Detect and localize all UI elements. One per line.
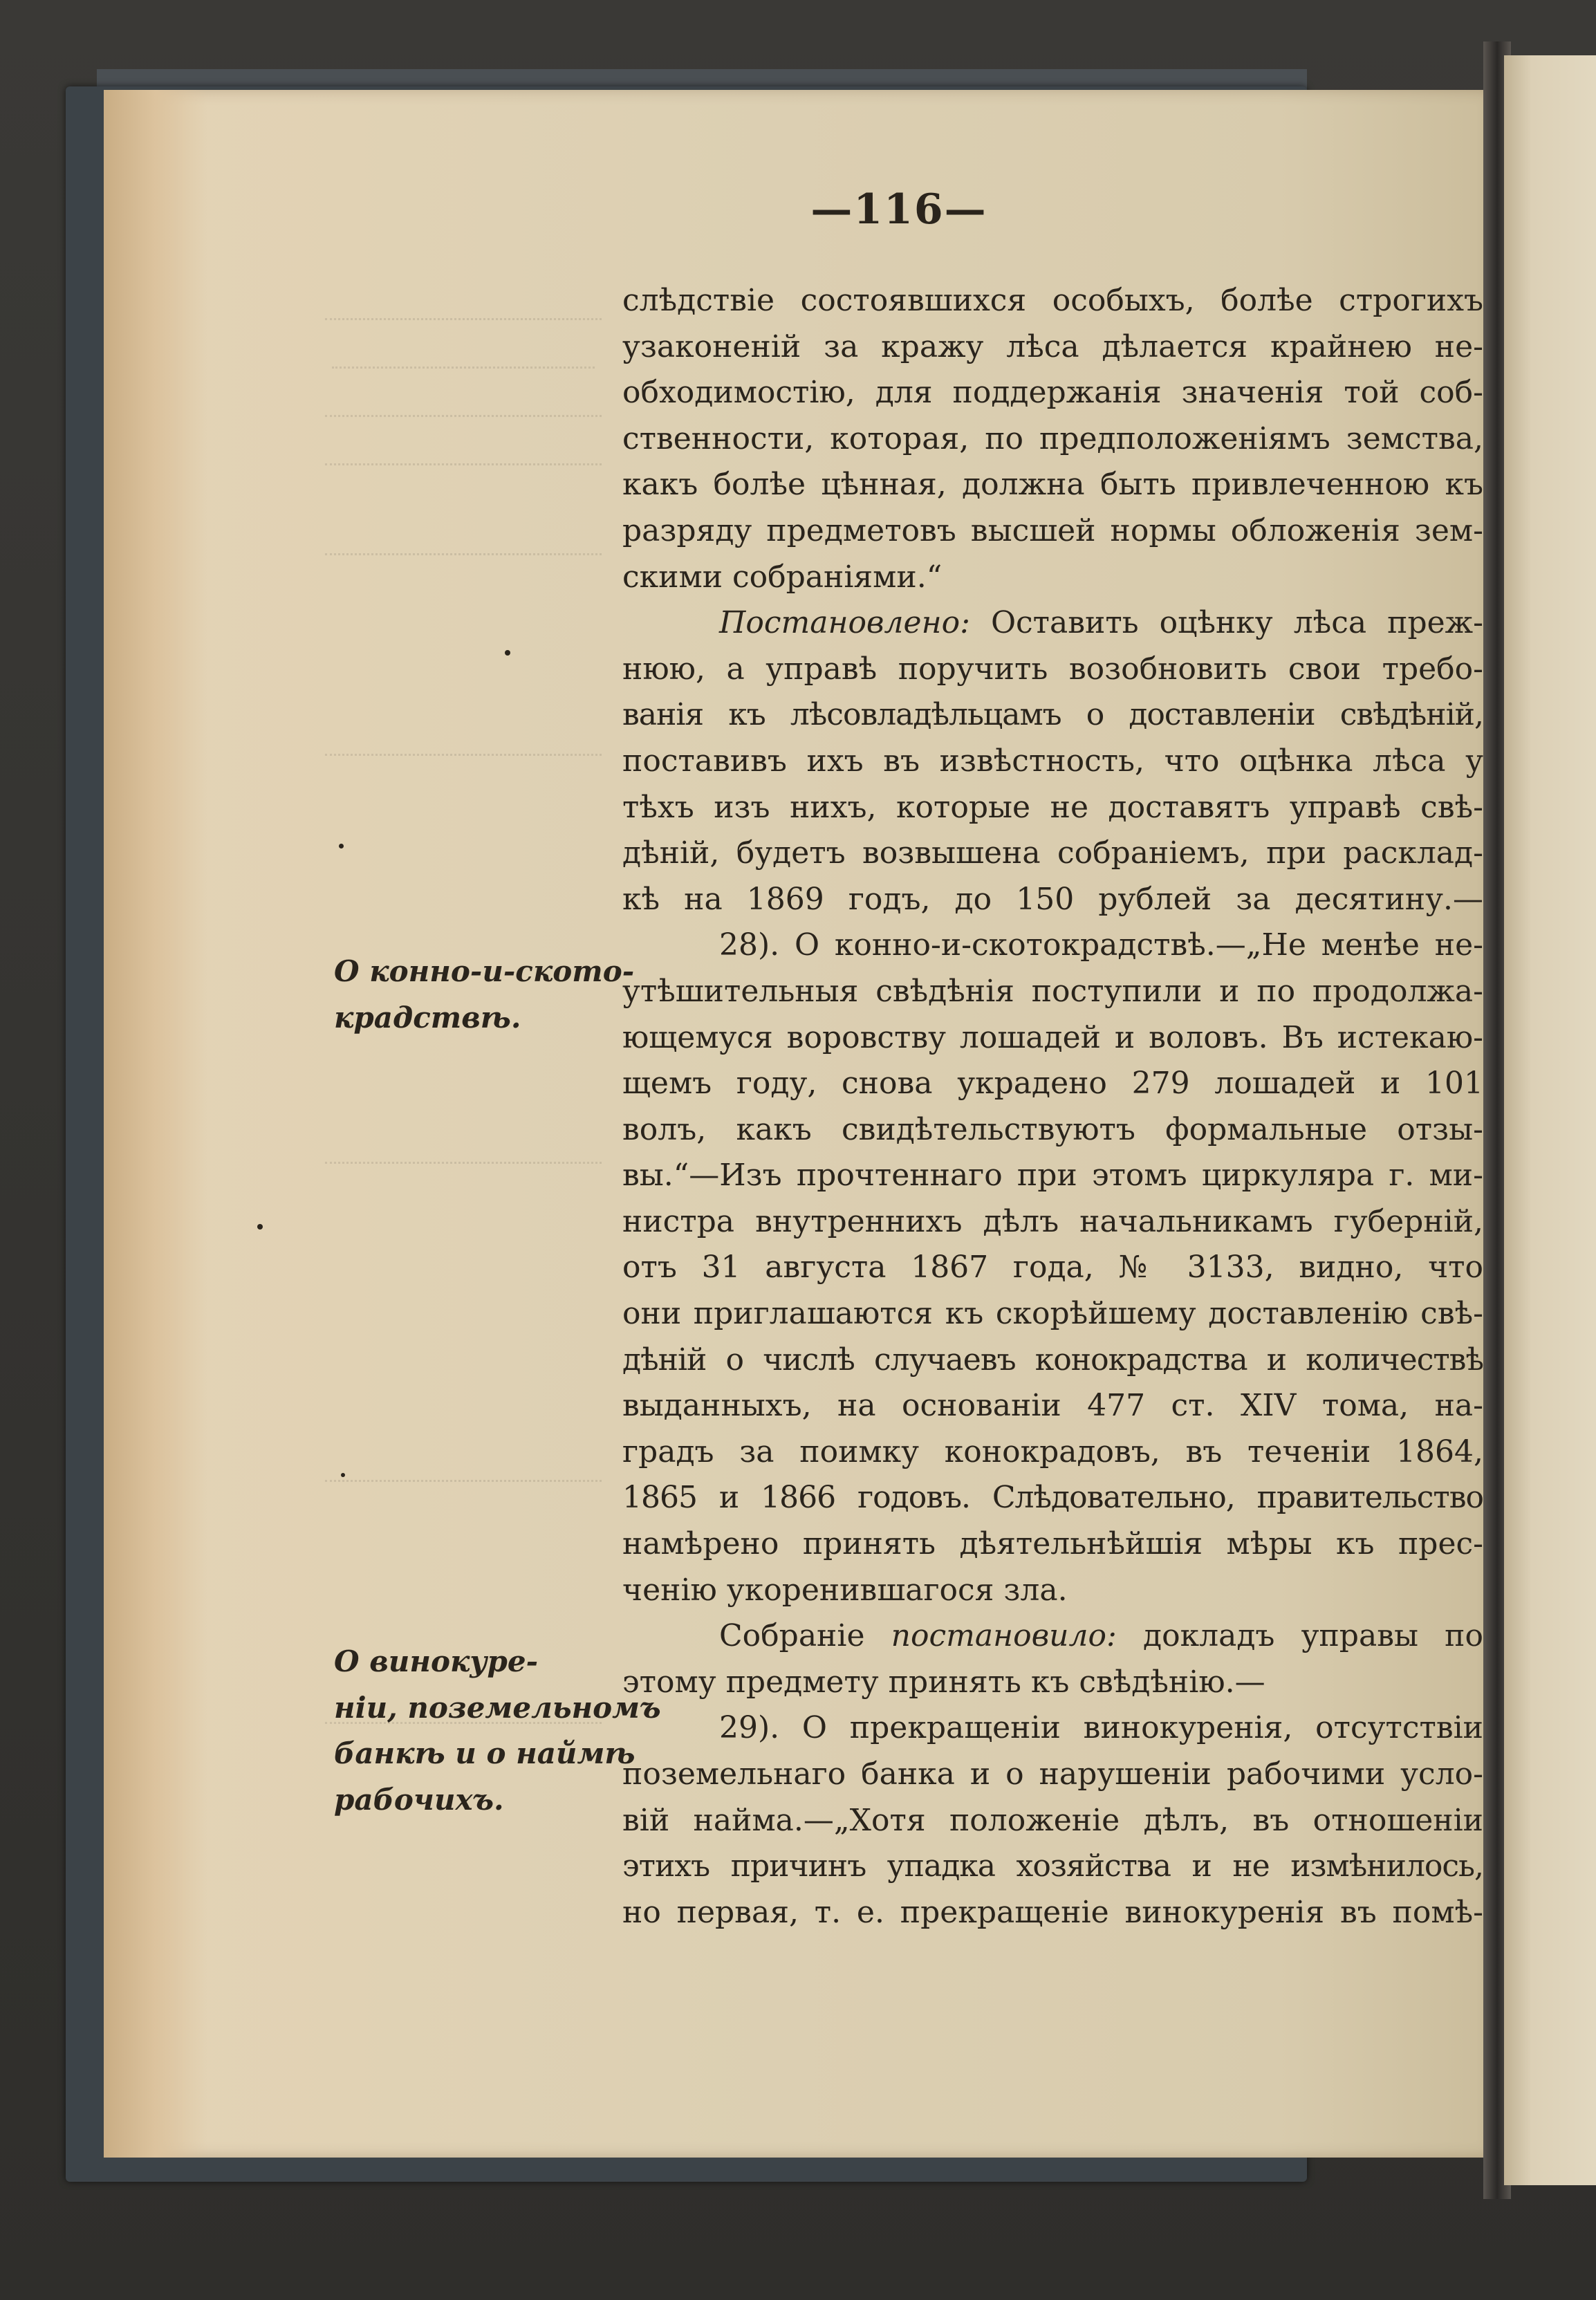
text-line: дѣній о числѣ случаевъ конокрадства и количествѣ xyxy=(622,1342,1483,1378)
margin-note-line: О конно-и-ското- xyxy=(334,954,635,988)
text-line: градъ за поимку конокрадовъ, въ теченіи 1864, xyxy=(622,1434,1483,1469)
text-line: дѣній, будетъ возвышена собраніемъ, при расклад- xyxy=(622,835,1483,871)
text-line: скими собраніями.“ xyxy=(622,559,943,595)
text-line: нистра внутреннихъ дѣлъ начальникамъ губерній, xyxy=(622,1203,1483,1239)
page-fore-edge xyxy=(104,90,207,2158)
text-line: Постановлено: Оставить оцѣнку лѣса преж- xyxy=(719,605,1483,641)
paper-speck xyxy=(257,1224,263,1230)
text-line: какъ болѣе цѣнная, должна быть привлеченною къ xyxy=(622,467,1483,503)
text-line: волъ, какъ свидѣтельствуютъ формальные отзы- xyxy=(622,1111,1483,1147)
margin-note-line: ніи, поземельномъ xyxy=(334,1690,661,1725)
text-line: кѣ на 1869 годъ, до 150 рублей за десятину.— xyxy=(622,881,1483,917)
text-line: нюю, а управѣ поручить возобновить свои требо- xyxy=(622,651,1483,687)
text-line: узаконеній за кражу лѣса дѣлается крайнею не- xyxy=(622,328,1483,364)
text-line: намѣрено принять дѣятельнѣйшія мѣры къ прес- xyxy=(622,1526,1483,1562)
text-line: они приглашаются къ скорѣйшему доставленію свѣ- xyxy=(622,1296,1483,1332)
text-line: слѣдствіе состоявшихся особыхъ, болѣе строгихъ xyxy=(622,283,1483,318)
text-line: 28). О конно-и-скотокрадствѣ.—„Не менѣе не- xyxy=(719,927,1483,963)
text-line: ченію укоренившагося зла. xyxy=(622,1572,1068,1608)
text-line: поставивъ ихъ въ извѣстность, что оцѣнка лѣса у xyxy=(622,743,1483,779)
margin-note-line: О винокуре- xyxy=(334,1644,539,1678)
text-line: 1865 и 1866 годовъ. Слѣдовательно, правительство xyxy=(622,1480,1483,1516)
text-line: поземельнаго банка и о нарушеніи рабочими усло- xyxy=(622,1756,1483,1792)
text-line: вій найма.—„Хотя положеніе дѣлъ, въ отношеніи xyxy=(622,1802,1483,1838)
paper-speck xyxy=(505,650,510,656)
text-line: тѣхъ изъ нихъ, которые не доставятъ управѣ свѣ- xyxy=(622,789,1483,825)
margin-note-line: крадствѣ. xyxy=(334,1000,521,1035)
text-line: ванія къ лѣсовладѣльцамъ о доставленіи свѣдѣній, xyxy=(622,697,1483,733)
text-line: этому предмету принять къ свѣдѣнію.— xyxy=(622,1664,1265,1700)
page-number: —116— xyxy=(810,185,987,234)
text-line: Собраніе постановило: докладъ управы по xyxy=(719,1618,1483,1654)
text-line: вы.“—Изъ прочтеннаго при этомъ циркуляра г. ми- xyxy=(622,1158,1483,1194)
facing-page-fragment xyxy=(1504,55,1596,2185)
text-line: обходимостію, для поддержанія значенія той соб- xyxy=(622,375,1483,411)
text-line: 29). О прекращеніи винокуренія, отсутствіи xyxy=(719,1710,1483,1746)
paper-speck xyxy=(341,1473,345,1477)
text-line: ющемуся воровству лошадей и воловъ. Въ истекаю- xyxy=(622,1019,1483,1055)
paper-speck xyxy=(339,844,344,848)
margin-note-line: банкѣ и о наймѣ xyxy=(334,1736,635,1771)
text-line: разряду предметовъ высшей нормы обложенія зем- xyxy=(622,512,1483,548)
text-line: щемъ году, снова украдено 279 лошадей и 101 xyxy=(622,1066,1483,1102)
margin-note-distilling xyxy=(334,1639,661,1823)
text-line: утѣшительныя свѣдѣнія поступили и по продолжа- xyxy=(622,973,1483,1009)
body-text xyxy=(622,278,1483,1936)
margin-note-horse-theft xyxy=(334,949,634,1041)
text-line: отъ 31 августа 1867 года, № 3133, видно, что xyxy=(622,1250,1483,1286)
text-line: ственности, которая, по предположеніямъ земства, xyxy=(622,420,1483,456)
text-line: этихъ причинъ упадка хозяйства и не измѣнилось, xyxy=(622,1848,1483,1884)
margin-note-line: рабочихъ. xyxy=(334,1782,504,1817)
text-line: но первая, т. е. прекращеніе винокуренія въ помѣ- xyxy=(622,1894,1483,1930)
text-line: выданныхъ, на основаніи 477 ст. XIV тома, на- xyxy=(622,1388,1483,1424)
